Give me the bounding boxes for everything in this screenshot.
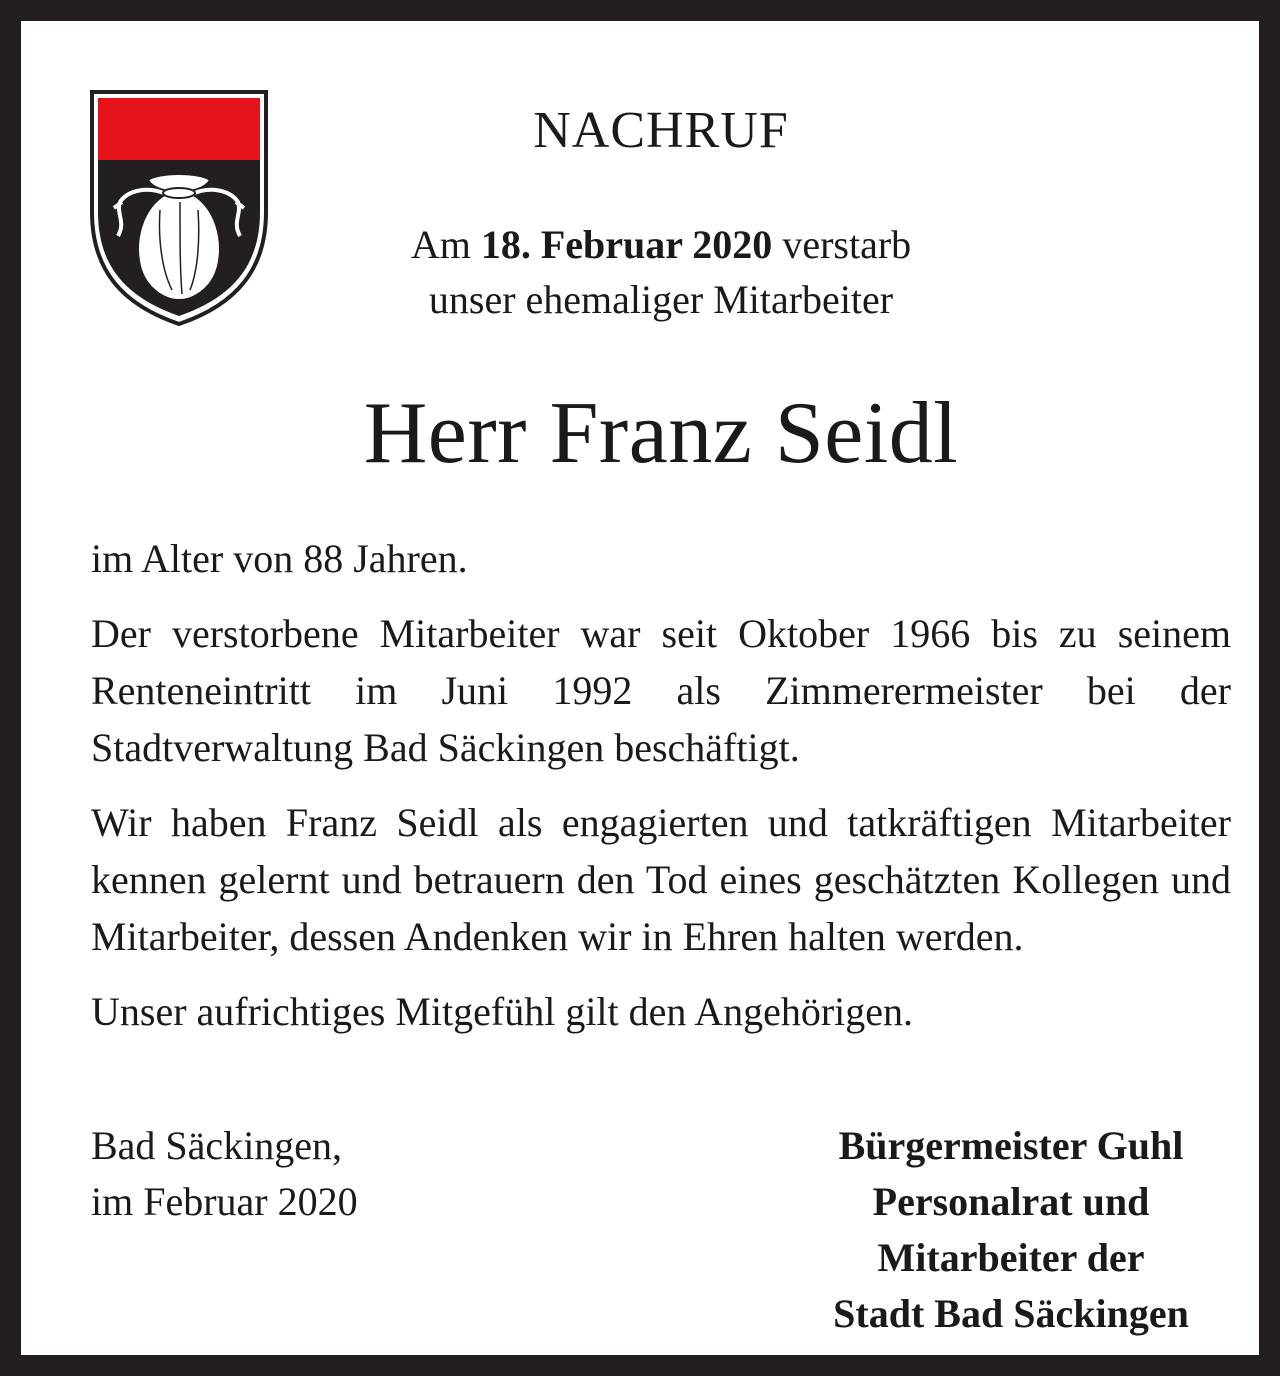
signature-line-3: Mitarbeiter der [877,1235,1145,1280]
paragraph-age: im Alter von 88 Jahren. [91,536,468,581]
header [311,101,1011,327]
place-and-date [91,1118,551,1230]
date-of-death: 18. Februar 2020 [480,222,773,267]
intro-line-1 [311,217,1011,272]
body-text [91,530,1231,1058]
date-line: im Februar 2020 [91,1179,358,1224]
coat-of-arms-icon [88,90,270,326]
intro-text [311,217,1011,327]
intro-line-2: unser ehemaliger Mitarbeiter [428,277,894,322]
place-line: Bad Säckingen, [91,1123,343,1168]
notice-title: NACHRUF [533,102,789,159]
paragraph-tribute: Wir haben Franz Seidl als engagierten und tatkräftigen Mitarbeiter kennen gelernt und betrauern den Tod eines geschätzten Kollegen und Mitarbeiter, dessen Andenken wir in Ehren halten werden. [91,800,1231,959]
paragraph-condolence: Unser aufrichtiges Mitgefühl gilt den Angehörigen. [91,989,914,1034]
intro-prefix: Am [410,222,481,267]
signature-line-1: Bürgermeister Guhl [838,1123,1184,1168]
signature-line-2: Personalrat und [872,1179,1150,1224]
signature-block [761,1118,1261,1342]
paragraph-employment: Der verstorbene Mitarbeiter war seit Oktober 1966 bis zu seinem Renteneintritt im Juni 1992 als Zimmerermeister bei der Stadtverwaltung Bad Säckingen beschäftigt. [91,611,1231,770]
intro-suffix: verstarb [772,222,912,267]
signature-line-4: Stadt Bad Säckingen [833,1291,1189,1336]
deceased-name: Herr Franz Seidl [363,385,959,482]
